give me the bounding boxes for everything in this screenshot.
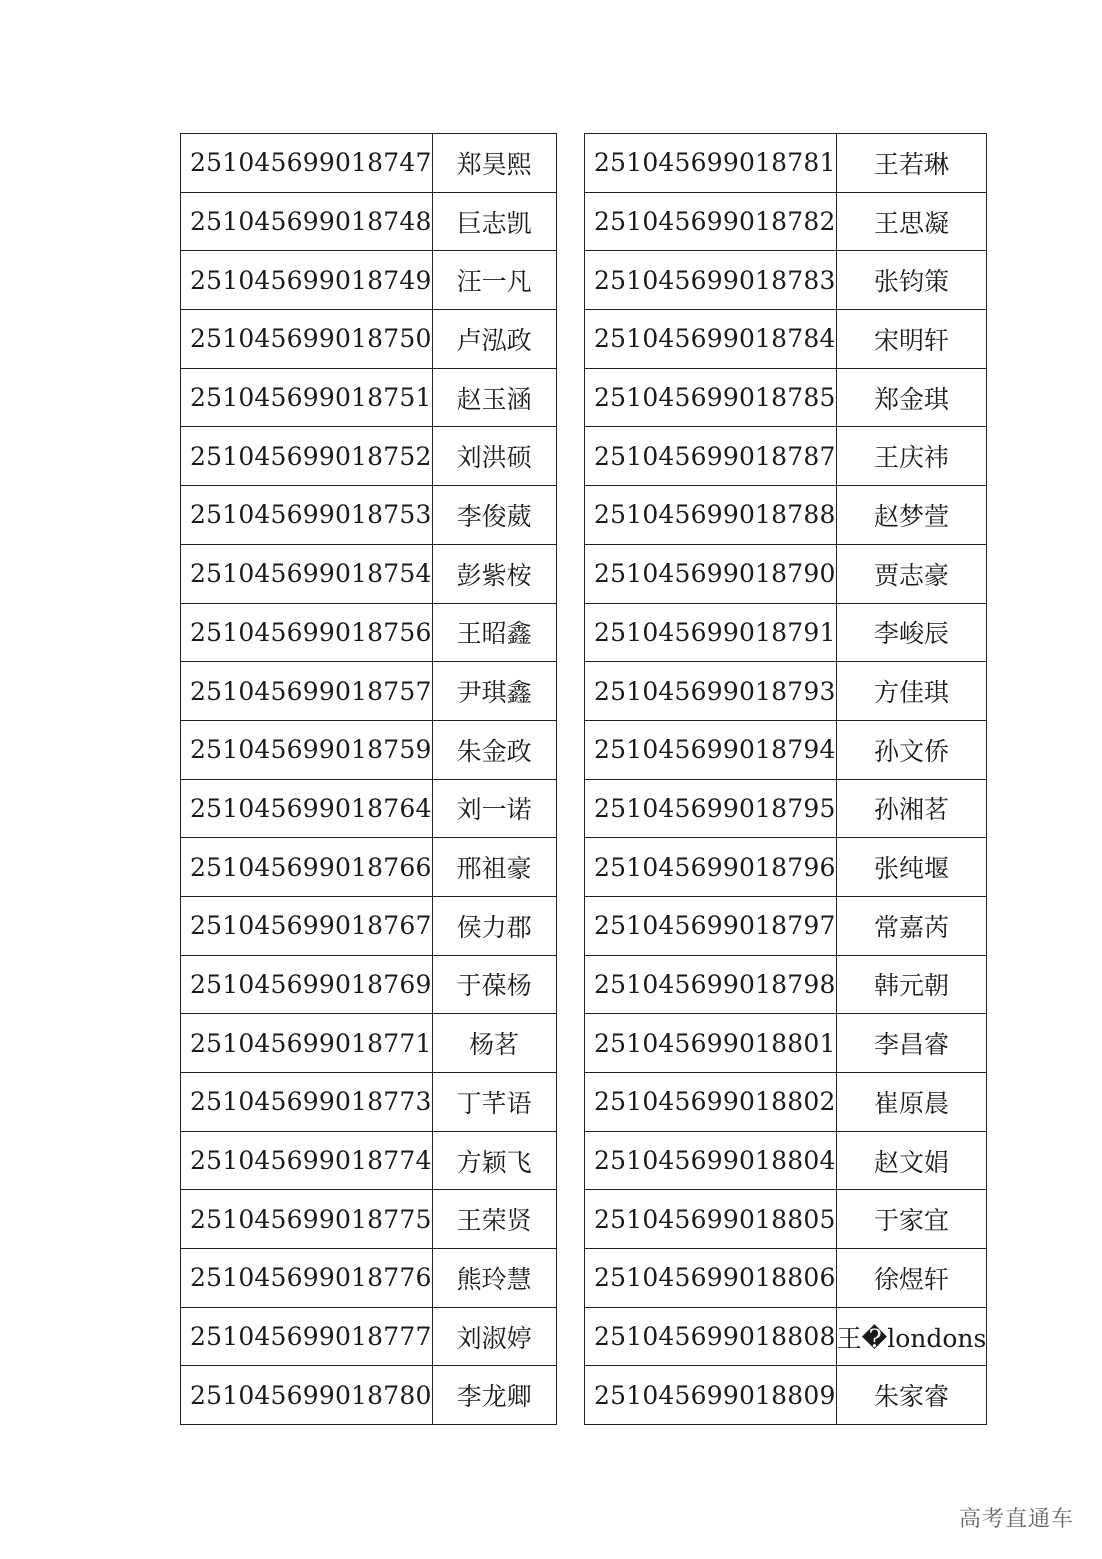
exam-number-cell: 251045699018771 bbox=[181, 1014, 433, 1073]
table-row bbox=[585, 662, 987, 721]
exam-number-cell: 251045699018781 bbox=[585, 134, 837, 193]
table-row bbox=[181, 544, 557, 603]
table-row bbox=[181, 486, 557, 545]
exam-number-cell: 251045699018809 bbox=[585, 1366, 837, 1425]
table-row bbox=[181, 310, 557, 369]
student-name-cell: 赵玉涵 bbox=[432, 368, 556, 427]
student-name-cell: 方颖飞 bbox=[432, 1131, 556, 1190]
exam-number-cell: 251045699018754 bbox=[181, 544, 433, 603]
student-name-cell: 李龙卿 bbox=[432, 1366, 556, 1425]
exam-number-cell: 251045699018793 bbox=[585, 662, 837, 721]
exam-number-cell: 251045699018794 bbox=[585, 720, 837, 779]
student-name-cell: 李俊葳 bbox=[432, 486, 556, 545]
student-name-cell: 孙湘茗 bbox=[836, 779, 987, 838]
student-name-cell: 巨志凯 bbox=[432, 192, 556, 251]
student-name-cell: 熊玲慧 bbox=[432, 1249, 556, 1308]
table-row bbox=[181, 1014, 557, 1073]
table-row bbox=[585, 603, 987, 662]
exam-number-cell: 251045699018749 bbox=[181, 251, 433, 310]
exam-number-cell: 251045699018788 bbox=[585, 486, 837, 545]
table-row bbox=[181, 955, 557, 1014]
student-name-cell: 刘一诺 bbox=[432, 779, 556, 838]
exam-number-cell: 251045699018790 bbox=[585, 544, 837, 603]
table-row bbox=[585, 838, 987, 897]
table-row bbox=[181, 251, 557, 310]
table-row bbox=[181, 838, 557, 897]
student-name-cell: 王昭鑫 bbox=[432, 603, 556, 662]
exam-number-cell: 251045699018747 bbox=[181, 134, 433, 193]
student-name-cell: 赵文娟 bbox=[836, 1131, 987, 1190]
exam-number-cell: 251045699018783 bbox=[585, 251, 837, 310]
table-row bbox=[181, 1249, 557, 1308]
exam-number-cell: 251045699018797 bbox=[585, 896, 837, 955]
exam-number-cell: 251045699018764 bbox=[181, 779, 433, 838]
student-name-cell: 李昌睿 bbox=[836, 1014, 987, 1073]
student-name-cell: 王思凝 bbox=[836, 192, 987, 251]
student-name-cell: 贾志豪 bbox=[836, 544, 987, 603]
student-name-cell: 刘淑婷 bbox=[432, 1307, 556, 1366]
exam-number-cell: 251045699018795 bbox=[585, 779, 837, 838]
exam-number-cell: 251045699018777 bbox=[181, 1307, 433, 1366]
student-name-cell: 郑金琪 bbox=[836, 368, 987, 427]
table-row bbox=[181, 1307, 557, 1366]
table-row bbox=[181, 896, 557, 955]
exam-number-cell: 251045699018748 bbox=[181, 192, 433, 251]
student-name-cell: 朱家睿 bbox=[836, 1366, 987, 1425]
table-row bbox=[585, 134, 987, 193]
student-name-cell: 王�londons bbox=[836, 1307, 987, 1366]
student-name-cell: 常嘉芮 bbox=[836, 896, 987, 955]
table-row bbox=[181, 368, 557, 427]
table-row bbox=[181, 662, 557, 721]
table-row bbox=[181, 427, 557, 486]
student-name-cell: 卢泓政 bbox=[432, 310, 556, 369]
exam-number-cell: 251045699018805 bbox=[585, 1190, 837, 1249]
table-row bbox=[585, 251, 987, 310]
student-name-cell: 尹琪鑫 bbox=[432, 662, 556, 721]
student-name-cell: 于葆杨 bbox=[432, 955, 556, 1014]
exam-number-cell: 251045699018780 bbox=[181, 1366, 433, 1425]
exam-number-cell: 251045699018776 bbox=[181, 1249, 433, 1308]
table-row bbox=[181, 1073, 557, 1132]
student-name-cell: 李峻辰 bbox=[836, 603, 987, 662]
student-name-cell: 刘洪硕 bbox=[432, 427, 556, 486]
table-row bbox=[585, 310, 987, 369]
student-name-cell: 侯力郡 bbox=[432, 896, 556, 955]
student-name-cell: 赵梦萱 bbox=[836, 486, 987, 545]
exam-number-cell: 251045699018804 bbox=[585, 1131, 837, 1190]
student-name-cell: 孙文侨 bbox=[836, 720, 987, 779]
table-row bbox=[585, 955, 987, 1014]
exam-number-cell: 251045699018750 bbox=[181, 310, 433, 369]
exam-number-cell: 251045699018752 bbox=[181, 427, 433, 486]
exam-number-cell: 251045699018787 bbox=[585, 427, 837, 486]
student-name-cell: 方佳琪 bbox=[836, 662, 987, 721]
table-row bbox=[585, 192, 987, 251]
table-row bbox=[181, 603, 557, 662]
table-row bbox=[181, 192, 557, 251]
table-row bbox=[585, 1073, 987, 1132]
table-row bbox=[585, 896, 987, 955]
student-name-cell: 张纯堰 bbox=[836, 838, 987, 897]
student-name-cell: 崔原晨 bbox=[836, 1073, 987, 1132]
table-row bbox=[585, 1366, 987, 1425]
student-name-cell: 徐煜轩 bbox=[836, 1249, 987, 1308]
student-name-cell: 郑昊熙 bbox=[432, 134, 556, 193]
exam-number-cell: 251045699018766 bbox=[181, 838, 433, 897]
table-row bbox=[585, 427, 987, 486]
roster-table-right bbox=[584, 133, 987, 1425]
student-name-cell: 彭紫桉 bbox=[432, 544, 556, 603]
table-row bbox=[585, 720, 987, 779]
roster-table-left bbox=[180, 133, 557, 1425]
table-row bbox=[181, 134, 557, 193]
table-row bbox=[181, 720, 557, 779]
exam-number-cell: 251045699018798 bbox=[585, 955, 837, 1014]
student-name-cell: 于家宜 bbox=[836, 1190, 987, 1249]
exam-number-cell: 251045699018802 bbox=[585, 1073, 837, 1132]
table-row bbox=[585, 1190, 987, 1249]
table-row bbox=[181, 1190, 557, 1249]
student-name-cell: 丁芊语 bbox=[432, 1073, 556, 1132]
student-name-cell: 宋明轩 bbox=[836, 310, 987, 369]
table-row bbox=[585, 1249, 987, 1308]
exam-number-cell: 251045699018801 bbox=[585, 1014, 837, 1073]
student-name-cell: 张钧策 bbox=[836, 251, 987, 310]
exam-number-cell: 251045699018791 bbox=[585, 603, 837, 662]
exam-number-cell: 251045699018806 bbox=[585, 1249, 837, 1308]
table-row bbox=[585, 368, 987, 427]
exam-number-cell: 251045699018785 bbox=[585, 368, 837, 427]
exam-number-cell: 251045699018782 bbox=[585, 192, 837, 251]
student-name-cell: 王庆祎 bbox=[836, 427, 987, 486]
table-row bbox=[585, 1307, 987, 1366]
exam-number-cell: 251045699018796 bbox=[585, 838, 837, 897]
exam-number-cell: 251045699018773 bbox=[181, 1073, 433, 1132]
student-name-cell: 邢祖豪 bbox=[432, 838, 556, 897]
exam-number-cell: 251045699018751 bbox=[181, 368, 433, 427]
exam-number-cell: 251045699018775 bbox=[181, 1190, 433, 1249]
table-row bbox=[585, 1014, 987, 1073]
table-row bbox=[181, 779, 557, 838]
student-name-cell: 王若琳 bbox=[836, 134, 987, 193]
table-row bbox=[181, 1131, 557, 1190]
watermark-text: 高考直通车 bbox=[958, 1507, 1074, 1532]
exam-number-cell: 251045699018774 bbox=[181, 1131, 433, 1190]
exam-number-cell: 251045699018769 bbox=[181, 955, 433, 1014]
exam-number-cell: 251045699018756 bbox=[181, 603, 433, 662]
exam-number-cell: 251045699018759 bbox=[181, 720, 433, 779]
student-name-cell: 朱金政 bbox=[432, 720, 556, 779]
student-name-cell: 杨茗 bbox=[432, 1014, 556, 1073]
table-row bbox=[181, 1366, 557, 1425]
table-row bbox=[585, 1131, 987, 1190]
exam-number-cell: 251045699018753 bbox=[181, 486, 433, 545]
exam-number-cell: 251045699018808 bbox=[585, 1307, 837, 1366]
student-name-cell: 王荣贤 bbox=[432, 1190, 556, 1249]
exam-number-cell: 251045699018757 bbox=[181, 662, 433, 721]
table-row bbox=[585, 544, 987, 603]
table-row bbox=[585, 486, 987, 545]
table-row bbox=[585, 779, 987, 838]
student-name-cell: 韩元朝 bbox=[836, 955, 987, 1014]
exam-number-cell: 251045699018767 bbox=[181, 896, 433, 955]
exam-number-cell: 251045699018784 bbox=[585, 310, 837, 369]
student-name-cell: 汪一凡 bbox=[432, 251, 556, 310]
